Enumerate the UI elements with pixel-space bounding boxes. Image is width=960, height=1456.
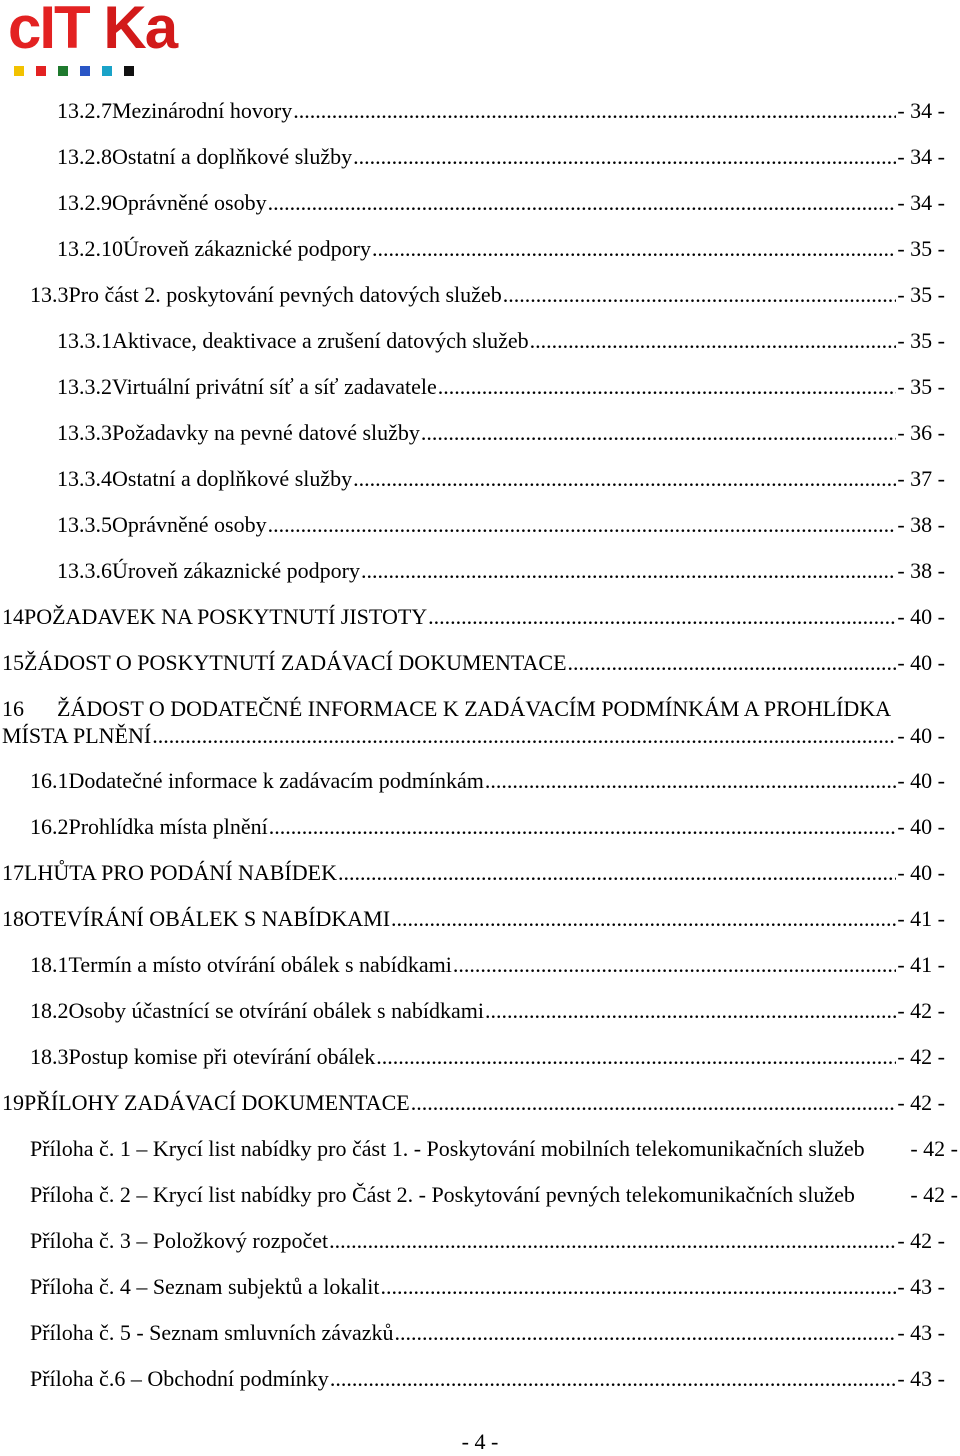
toc-entry-page: - 34 - [897,144,945,169]
toc-entry-page: - 40 - [897,604,945,629]
toc-entry[interactable] [30,1273,945,1301]
toc-leader-dots [485,997,896,1025]
toc-entry-number: 18.2 [30,998,69,1023]
logo-dot [14,66,24,76]
toc-entry[interactable] [2,695,891,723]
toc-entry-page: - 34 - [897,98,945,123]
toc-leader-dots [330,1365,897,1393]
toc-entry-title: Příloha č. 2 – Krycí list nabídky pro Část 2. - Poskytování pevných telekomunikačních služeb [30,1182,855,1207]
toc-entry[interactable] [30,1227,945,1255]
toc-entry-number: 13.2.8 [57,144,112,169]
toc-entry-number: 17 [2,860,24,885]
toc-entry-page: - 40 - [897,860,945,885]
toc-entry-title: Termín a místo otvírání obálek s nabídkami [68,952,452,977]
toc-entry-title: Osoby účastnící se otvírání obálek s nabídkami [68,998,484,1023]
page-number: - 4 - [461,1429,499,1454]
toc-entry-number: 16.1 [30,768,69,793]
toc-entry[interactable] [57,143,945,171]
toc-entry-page: - 43 - [897,1274,945,1299]
toc-entry[interactable] [57,465,945,493]
toc-leader-dots [353,143,896,171]
company-logo [8,0,188,80]
toc-entry-page: - 42 - [897,998,945,1023]
toc-entry-number: 13.3.6 [57,558,112,583]
toc-entry-page: - 42 - [910,1136,958,1161]
toc-entry-page: - 42 - [910,1182,958,1207]
toc-entry[interactable] [30,997,945,1025]
toc-entry[interactable] [57,419,945,447]
toc-entry-page: - 35 - [897,374,945,399]
toc-leader-dots [395,1319,897,1347]
toc-leader-dots [338,859,896,887]
toc-entry[interactable] [30,281,945,309]
toc-entry-number: 13.3.4 [57,466,112,491]
toc-entry-page: - 40 - [897,814,945,839]
toc-leader-dots [391,905,896,933]
toc-entry-title: Mezinárodní hovory [112,98,293,123]
toc-entry-number: 19 [2,1090,24,1115]
toc-entry-page: - 35 - [897,236,945,261]
toc-entry-title: ŽÁDOST O POSKYTNUTÍ ZADÁVACÍ DOKUMENTACE [24,650,567,675]
toc-leader-dots [453,951,896,979]
toc-entry[interactable] [30,1043,945,1071]
toc-entry-number: 18 [2,906,24,931]
toc-entry[interactable] [30,1135,958,1163]
toc-entry-page: - 43 - [897,1366,945,1391]
toc-entry-page: - 40 - [897,723,945,748]
toc-leader-dots [268,189,897,217]
toc-entry[interactable] [30,951,945,979]
toc-entry[interactable] [30,1181,958,1209]
logo-dot [102,66,112,76]
toc-entry-title: Úroveň zákaznické podpory [123,236,372,261]
toc-entry-continuation[interactable] [2,722,945,750]
toc-entry-title: Příloha č.6 – Obchodní podmínky [30,1366,329,1391]
toc-leader-dots [361,557,896,585]
toc-entry[interactable] [57,327,945,355]
toc-leader-dots [372,235,896,263]
toc-entry-number: 16 [2,696,24,721]
toc-leader-dots [376,1043,896,1071]
toc-leader-dots [438,373,897,401]
toc-leader-dots [293,97,896,125]
toc-entry-title: Oprávněné osoby [112,512,267,537]
toc-entry-page: - 37 - [897,466,945,491]
toc-leader-dots [568,649,897,677]
toc-entry[interactable] [2,603,945,631]
toc-leader-dots [411,1089,897,1117]
toc-entry-number: 13.3.2 [57,374,112,399]
toc-entry-title: Postup komise při otevírání obálek [68,1044,376,1069]
logo-text-b: Ka [103,0,177,61]
toc-entry[interactable] [57,235,945,263]
toc-entry-page: - 36 - [897,420,945,445]
toc-entry-title: Příloha č. 3 – Položkový rozpočet [30,1228,329,1253]
toc-entry-number: 13.3.5 [57,512,112,537]
toc-entry-page: - 41 - [897,906,945,931]
toc-entry[interactable] [2,905,945,933]
toc-entry-number: 13.3 [30,282,69,307]
toc-entry[interactable] [57,373,945,401]
toc-entry-page: - 41 - [897,952,945,977]
toc-entry-page: - 35 - [897,282,945,307]
toc-entry-page: - 42 - [897,1228,945,1253]
toc-leader-dots [329,1227,896,1255]
toc-entry-title: POŽADAVEK NA POSKYTNUTÍ JISTOTY [24,604,428,629]
toc-entry-number: 13.3.3 [57,420,112,445]
toc-entry-title: Příloha č. 4 – Seznam subjektů a lokalit [30,1274,380,1299]
toc-leader-dots [152,722,896,750]
toc-entry-title: Příloha č. 5 - Seznam smluvních závazků [30,1320,394,1345]
toc-entry-title: Prohlídka místa plnění [68,814,268,839]
logo-text-a: cIT [8,0,89,61]
toc-entry-page: - 40 - [897,768,945,793]
logo-dots [14,66,134,76]
toc-entry[interactable] [2,649,945,677]
toc-entry[interactable] [30,1319,945,1347]
toc-entry-title: ŽÁDOST O DODATEČNÉ INFORMACE K ZADÁVACÍM PODMÍNKÁM A PROHLÍDKA [57,696,892,721]
logo-dot [80,66,90,76]
logo-dot [36,66,46,76]
toc-entry[interactable] [30,813,945,841]
toc-entry-title: PŘÍLOHY ZADÁVACÍ DOKUMENTACE [24,1090,410,1115]
toc-entry-number: 16.2 [30,814,69,839]
toc-leader-dots [381,1273,897,1301]
toc-leader-dots [503,281,897,309]
toc-entry-page: - 38 - [897,512,945,537]
toc-leader-dots [530,327,897,355]
toc-entry-number: 15 [2,650,24,675]
toc-entry[interactable] [30,1365,945,1393]
toc-entry-number: 13.2.7 [57,98,112,123]
toc-entry-page: - 42 - [897,1044,945,1069]
toc-entry[interactable] [30,767,945,795]
toc-entry[interactable] [57,511,945,539]
toc-entry[interactable] [57,97,945,125]
toc-entry-title: Dodatečné informace k zadávacím podmínkám [68,768,484,793]
toc-entry-title: LHŮTA PRO PODÁNÍ NABÍDEK [24,860,337,885]
toc-entry-page: - 35 - [897,328,945,353]
toc-entry-title: Ostatní a doplňkové služby [112,466,353,491]
toc-entry-page: - 38 - [897,558,945,583]
toc-entry-page: - 43 - [897,1320,945,1345]
toc-entry-number: 13.2.9 [57,190,112,215]
toc-entry[interactable] [57,189,945,217]
toc-entry-title: Požadavky na pevné datové služby [112,420,420,445]
toc-entry[interactable] [2,859,945,887]
toc-entry[interactable] [2,1089,945,1117]
toc-leader-dots [268,511,897,539]
toc-entry-number: 14 [2,604,24,629]
toc-entry-number: 13.3.1 [57,328,112,353]
toc-entry-number: 18.3 [30,1044,69,1069]
toc-entry-page: - 34 - [897,190,945,215]
toc-entry-title: Oprávněné osoby [112,190,267,215]
toc-entry-page: - 42 - [897,1090,945,1115]
toc-entry[interactable] [57,557,945,585]
toc-entry-title: Příloha č. 1 – Krycí list nabídky pro část 1. - Poskytování mobilních telekomunikačních služeb [30,1136,865,1161]
toc-entry-title: Ostatní a doplňkové služby [112,144,353,169]
toc-leader-dots [269,813,897,841]
logo-text [8,0,177,61]
toc-entry-number: 18.1 [30,952,69,977]
logo-dot [58,66,68,76]
toc-entry-page: - 40 - [897,650,945,675]
toc-entry-title: Aktivace, deaktivace a zrušení datových služeb [112,328,529,353]
toc-leader-dots [428,603,896,631]
toc-entry-title: Úroveň zákaznické podpory [112,558,361,583]
toc-leader-dots [485,767,896,795]
toc-leader-dots [421,419,896,447]
toc-leader-dots [353,465,896,493]
logo-dot [124,66,134,76]
toc-entry-title: Virtuální privátní síť a síť zadavatele [112,374,437,399]
toc-entry-title-continuation: MÍSTA PLNĚNÍ [2,723,152,748]
toc-entry-title: Pro část 2. poskytování pevných datových služeb [68,282,502,307]
toc-entry-title: OTEVÍRÁNÍ OBÁLEK S NABÍDKAMI [24,906,391,931]
toc-entry-number: 13.2.10 [57,236,123,261]
